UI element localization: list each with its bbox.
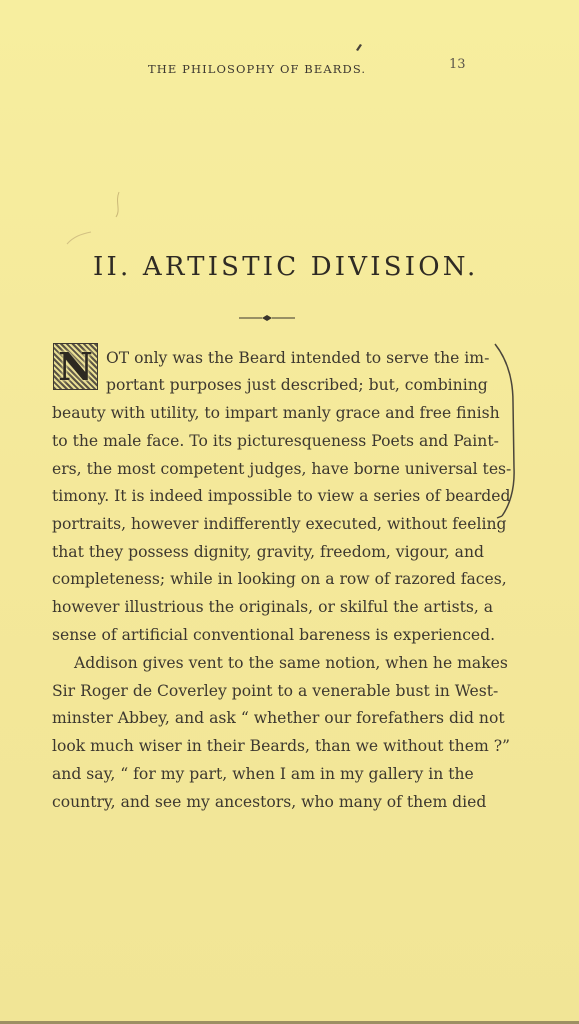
pencil-mark-top [354, 42, 364, 52]
running-head: THE PHILOSOPHY OF BEARDS. [148, 62, 367, 76]
chapter-title: II. ARTISTIC DIVISION. [93, 252, 479, 282]
paragraph-1-line-6: timony. It is indeed impossible to view a series of bearded [52, 487, 511, 505]
paragraph-2-line-5: and say, “ for my part, when I am in my gallery in the [52, 765, 474, 783]
paragraph-2-line-6: country, and see my ancestors, who many of them died [52, 793, 487, 811]
paragraph-2-line-4: look much wiser in their Beards, than we without them ?” [52, 737, 511, 755]
paragraph-2-line-2: Sir Roger de Coverley point to a venerable bust in West- [52, 682, 499, 700]
paragraph-1-line-9: completeness; while in looking on a row of razored faces, [52, 570, 507, 588]
paragraph-1-line-1: OT only was the Beard intended to serve the im- [106, 349, 490, 367]
paragraph-1-line-10: however illustrious the originals, or skilful the artists, a [52, 598, 494, 616]
paragraph-1-line-8: that they possess dignity, gravity, freedom, vigour, and [52, 543, 484, 561]
drop-cap-letter: N [58, 344, 93, 389]
paragraph-1-line-5: ers, the most competent judges, have borne universal tes- [52, 460, 512, 478]
paragraph-2-line-3: minster Abbey, and ask “ whether our forefathers did not [52, 709, 505, 727]
paragraph-1-line-11: sense of artificial conventional bareness is experienced. [52, 626, 496, 644]
chapter-ornament [238, 313, 296, 323]
paragraph-1-line-3: beauty with utility, to impart manly grace and free finish [52, 404, 500, 422]
pencil-scribble-left [55, 188, 125, 258]
page-number: 13 [449, 57, 466, 72]
paragraph-2-line-1: Addison gives vent to the same notion, when he makes [74, 654, 508, 672]
drop-cap [53, 343, 98, 390]
paragraph-1-line-2: portant purposes just described; but, combining [106, 376, 488, 394]
paragraph-1-line-7: portraits, however indifferently executed, without feeling [52, 515, 507, 533]
paragraph-1-line-4: to the male face. To its picturesqueness Poets and Paint- [52, 432, 499, 450]
